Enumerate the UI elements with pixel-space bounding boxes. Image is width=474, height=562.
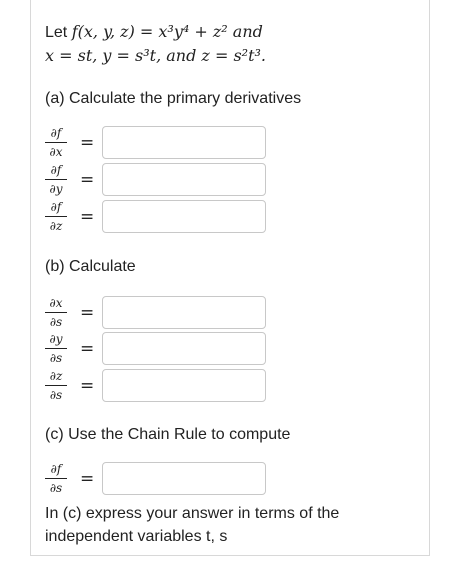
part-b-heading: (b) Calculate: [45, 258, 136, 275]
function-definition: f(x, y, z) = x³y⁴ + z² and: [71, 22, 263, 41]
fraction-numerator: ∂f: [50, 200, 62, 214]
answer-input-df-ds[interactable]: [102, 462, 266, 495]
partial-fraction: [45, 462, 67, 495]
problem-statement-line-1: [45, 22, 263, 42]
partial-fraction: [45, 296, 67, 329]
equals-sign: =: [80, 303, 95, 323]
derivative-row-df-dy: [45, 163, 275, 199]
instruction-note: In (c) express your answer in terms of the independent variables t, s: [45, 505, 340, 545]
answer-input-dz-ds[interactable]: [102, 369, 266, 402]
fraction-bar: [45, 312, 67, 313]
derivative-row-df-ds: [45, 462, 275, 498]
let-label: Let: [45, 24, 68, 41]
answer-input-df-dz[interactable]: [102, 200, 266, 233]
equals-sign: =: [80, 469, 95, 489]
equals-sign: =: [80, 376, 95, 396]
derivative-row-dz-ds: [45, 369, 275, 405]
fraction-numerator: ∂y: [49, 332, 63, 346]
fraction-denominator: ∂s: [49, 388, 63, 402]
part-a-heading: (a) Calculate the primary derivatives: [45, 90, 302, 107]
fraction-denominator: ∂x: [49, 145, 63, 159]
answer-input-dy-ds[interactable]: [102, 332, 266, 365]
problem-statement-line-2: x = st, y = s³t, and z = s²t³.: [45, 46, 266, 65]
fraction-numerator: ∂f: [50, 163, 62, 177]
partial-fraction: [45, 332, 67, 365]
fraction-bar: [45, 142, 67, 143]
part-c-heading: (c) Use the Chain Rule to compute: [45, 426, 291, 443]
equals-sign: =: [80, 207, 95, 227]
fraction-bar: [45, 385, 67, 386]
answer-input-df-dx[interactable]: [102, 126, 266, 159]
partial-fraction: [45, 126, 67, 159]
derivative-row-df-dx: [45, 126, 275, 162]
partial-fraction: [45, 369, 67, 402]
equals-sign: =: [80, 133, 95, 153]
fraction-bar: [45, 179, 67, 180]
fraction-numerator: ∂f: [50, 126, 62, 140]
partial-fraction: [45, 200, 67, 233]
fraction-bar: [45, 348, 67, 349]
fraction-denominator: ∂y: [49, 182, 63, 196]
partial-fraction: [45, 163, 67, 196]
fraction-denominator: ∂s: [49, 481, 63, 495]
derivative-row-dy-ds: [45, 332, 275, 368]
fraction-denominator: ∂z: [49, 219, 63, 233]
fraction-numerator: ∂x: [49, 296, 63, 310]
answer-input-df-dy[interactable]: [102, 163, 266, 196]
fraction-denominator: ∂s: [49, 351, 63, 365]
fraction-bar: [45, 216, 67, 217]
fraction-numerator: ∂z: [49, 369, 63, 383]
fraction-bar: [45, 478, 67, 479]
equals-sign: =: [80, 170, 95, 190]
derivative-row-df-dz: [45, 200, 275, 236]
derivative-row-dx-ds: [45, 296, 275, 332]
fraction-numerator: ∂f: [50, 462, 62, 476]
answer-input-dx-ds[interactable]: [102, 296, 266, 329]
fraction-denominator: ∂s: [49, 315, 63, 329]
equals-sign: =: [80, 339, 95, 359]
